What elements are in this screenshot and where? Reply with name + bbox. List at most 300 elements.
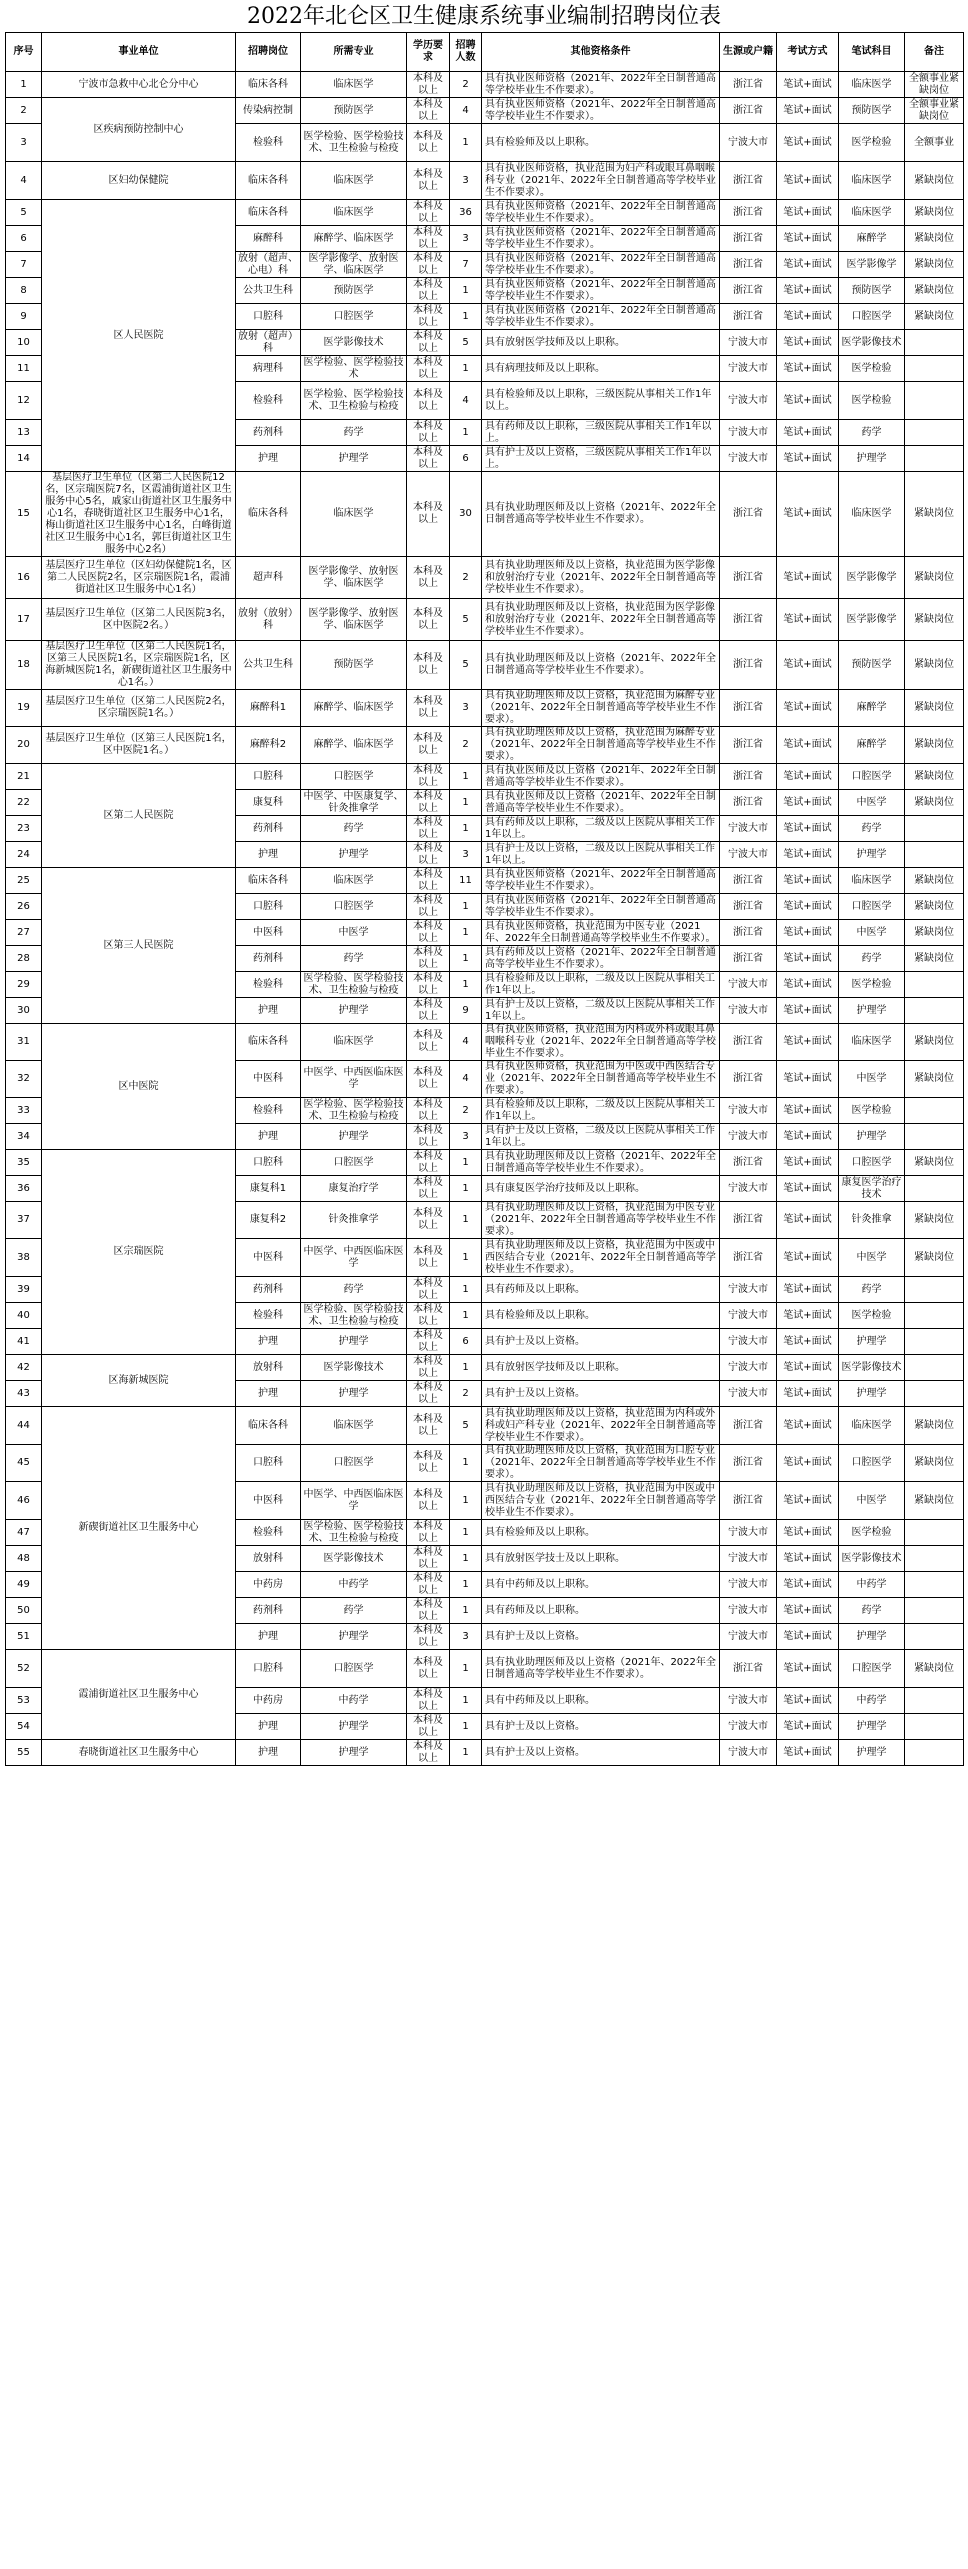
cell-education: 本科及以上 (407, 868, 450, 894)
cell-qualification: 具有护士及以上资格。 (482, 1381, 720, 1407)
cell-education: 本科及以上 (407, 894, 450, 920)
cell-no: 20 (6, 727, 42, 764)
cell-post: 口腔科 (236, 1150, 301, 1176)
cell-no: 17 (6, 599, 42, 641)
cell-qualification: 具有检验师及以上职称，二级及以上医院从事相关工作1年以上。 (482, 972, 720, 998)
cell-education: 本科及以上 (407, 1740, 450, 1766)
header-cell-note: 备注 (905, 33, 964, 72)
cell-exam-method: 笔试+面试 (777, 998, 839, 1024)
cell-no: 7 (6, 252, 42, 278)
cell-note: 紧缺岗位 (905, 226, 964, 252)
cell-major: 中药学 (301, 1688, 407, 1714)
cell-post: 检验科 (236, 1098, 301, 1124)
cell-major: 临床医学 (301, 1407, 407, 1445)
cell-count: 2 (450, 1098, 482, 1124)
cell-education: 本科及以上 (407, 1355, 450, 1381)
cell-note: 紧缺岗位 (905, 1202, 964, 1239)
cell-exam-subject: 医学检验 (839, 1098, 905, 1124)
cell-qualification: 具有执业医师资格（2021年、2022年全日制普通高等学校毕业生不作要求）。 (482, 278, 720, 304)
cell-note (905, 842, 964, 868)
cell-post: 护理 (236, 1329, 301, 1355)
cell-count: 2 (450, 72, 482, 98)
cell-qualification: 具有护士及以上资格，三级医院从事相关工作1年以上。 (482, 446, 720, 472)
cell-major: 临床医学 (301, 868, 407, 894)
cell-exam-subject: 医学检验 (839, 382, 905, 420)
cell-major: 口腔医学 (301, 304, 407, 330)
cell-count: 1 (450, 278, 482, 304)
cell-note: 紧缺岗位 (905, 790, 964, 816)
header-cell-unit: 事业单位 (42, 33, 236, 72)
cell-education: 本科及以上 (407, 727, 450, 764)
cell-origin: 宁波大市 (720, 1740, 777, 1766)
cell-education: 本科及以上 (407, 356, 450, 382)
cell-count: 1 (450, 1572, 482, 1598)
cell-no: 48 (6, 1546, 42, 1572)
cell-qualification: 具有执业助理医师及以上资格（2021年、2022年全日制普通高等学校毕业生不作要求）。 (482, 641, 720, 690)
table-row (6, 1407, 964, 1445)
cell-exam-method: 笔试+面试 (777, 1124, 839, 1150)
cell-exam-method: 笔试+面试 (777, 1329, 839, 1355)
cell-note: 紧缺岗位 (905, 200, 964, 226)
cell-exam-subject: 口腔医学 (839, 1445, 905, 1482)
cell-origin: 浙江省 (720, 599, 777, 641)
cell-no: 22 (6, 790, 42, 816)
cell-qualification: 具有检验师及以上职称。 (482, 124, 720, 162)
table-row (6, 200, 964, 226)
header-cell-no: 序号 (6, 33, 42, 72)
cell-education: 本科及以上 (407, 446, 450, 472)
cell-no: 12 (6, 382, 42, 420)
table-row (6, 1740, 964, 1766)
cell-major: 医学检验、医学检验技术、卫生检验与检疫 (301, 972, 407, 998)
cell-note: 紧缺岗位 (905, 727, 964, 764)
cell-origin: 宁波大市 (720, 1546, 777, 1572)
cell-education: 本科及以上 (407, 1598, 450, 1624)
cell-exam-method: 笔试+面试 (777, 1239, 839, 1277)
cell-education: 本科及以上 (407, 998, 450, 1024)
cell-exam-subject: 临床医学 (839, 1024, 905, 1061)
cell-post: 中医科 (236, 1061, 301, 1098)
cell-exam-method: 笔试+面试 (777, 1024, 839, 1061)
cell-post: 放射（超声）科 (236, 330, 301, 356)
cell-origin: 浙江省 (720, 72, 777, 98)
cell-major: 护理学 (301, 998, 407, 1024)
cell-origin: 宁波大市 (720, 1572, 777, 1598)
cell-exam-subject: 麻醉学 (839, 226, 905, 252)
cell-exam-method: 笔试+面试 (777, 1176, 839, 1202)
cell-exam-method: 笔试+面试 (777, 1572, 839, 1598)
cell-note: 紧缺岗位 (905, 894, 964, 920)
header-cell-education: 学历要求 (407, 33, 450, 72)
cell-major: 药学 (301, 1277, 407, 1303)
cell-qualification: 具有检验师及以上职称。 (482, 1520, 720, 1546)
cell-post: 临床各科 (236, 1407, 301, 1445)
cell-note: 紧缺岗位 (905, 1482, 964, 1520)
cell-major: 针灸推拿学 (301, 1202, 407, 1239)
cell-exam-subject: 医学检验 (839, 1303, 905, 1329)
cell-exam-method: 笔试+面试 (777, 868, 839, 894)
cell-education: 本科及以上 (407, 1061, 450, 1098)
cell-education: 本科及以上 (407, 1688, 450, 1714)
cell-qualification: 具有放射医学技师及以上职称。 (482, 330, 720, 356)
cell-post: 检验科 (236, 1520, 301, 1546)
cell-exam-subject: 口腔医学 (839, 894, 905, 920)
cell-no: 23 (6, 816, 42, 842)
cell-major: 口腔医学 (301, 894, 407, 920)
cell-major: 中医学、中医康复学、针灸推拿学 (301, 790, 407, 816)
cell-note: 紧缺岗位 (905, 304, 964, 330)
cell-education: 本科及以上 (407, 641, 450, 690)
cell-exam-subject: 护理学 (839, 1714, 905, 1740)
cell-no: 47 (6, 1520, 42, 1546)
table-row (6, 727, 964, 764)
cell-count: 36 (450, 200, 482, 226)
cell-post: 药剂科 (236, 816, 301, 842)
cell-post: 临床各科 (236, 72, 301, 98)
cell-origin: 宁波大市 (720, 420, 777, 446)
cell-unit: 春晓街道社区卫生服务中心 (42, 1740, 236, 1766)
cell-post: 护理 (236, 1124, 301, 1150)
cell-no: 10 (6, 330, 42, 356)
cell-unit: 基层医疗卫生单位（区第二人民医院2名，区宗瑞医院1名。） (42, 690, 236, 727)
cell-count: 6 (450, 446, 482, 472)
cell-exam-subject: 医学检验 (839, 1520, 905, 1546)
cell-education: 本科及以上 (407, 1407, 450, 1445)
cell-exam-subject: 药学 (839, 420, 905, 446)
cell-count: 1 (450, 1688, 482, 1714)
cell-exam-subject: 护理学 (839, 1624, 905, 1650)
cell-count: 4 (450, 1024, 482, 1061)
cell-note: 紧缺岗位 (905, 472, 964, 557)
cell-major: 医学检验、医学检验技术、卫生检验与检疫 (301, 1098, 407, 1124)
cell-qualification: 具有执业医师及以上资格（2021年、2022年全日制普通高等学校毕业生不作要求）。 (482, 764, 720, 790)
cell-origin: 宁波大市 (720, 124, 777, 162)
cell-major: 医学检验、医学检验技术、卫生检验与检疫 (301, 382, 407, 420)
cell-exam-subject: 护理学 (839, 998, 905, 1024)
cell-education: 本科及以上 (407, 304, 450, 330)
cell-exam-method: 笔试+面试 (777, 356, 839, 382)
cell-no: 2 (6, 98, 42, 124)
cell-no: 38 (6, 1239, 42, 1277)
cell-qualification: 具有病理技师及以上职称。 (482, 356, 720, 382)
cell-origin: 浙江省 (720, 1650, 777, 1688)
cell-major: 护理学 (301, 1329, 407, 1355)
cell-note (905, 1572, 964, 1598)
cell-count: 3 (450, 226, 482, 252)
cell-education: 本科及以上 (407, 1572, 450, 1598)
cell-exam-subject: 临床医学 (839, 72, 905, 98)
cell-education: 本科及以上 (407, 162, 450, 200)
cell-major: 康复治疗学 (301, 1176, 407, 1202)
cell-note (905, 1740, 964, 1766)
cell-count: 1 (450, 1303, 482, 1329)
cell-exam-method: 笔试+面试 (777, 446, 839, 472)
cell-post: 口腔科 (236, 894, 301, 920)
cell-major: 麻醉学、临床医学 (301, 727, 407, 764)
cell-no: 31 (6, 1024, 42, 1061)
cell-post: 公共卫生科 (236, 278, 301, 304)
cell-count: 3 (450, 162, 482, 200)
cell-origin: 浙江省 (720, 1482, 777, 1520)
cell-note (905, 998, 964, 1024)
cell-note (905, 1124, 964, 1150)
cell-no: 28 (6, 946, 42, 972)
cell-post: 临床各科 (236, 1024, 301, 1061)
cell-exam-subject: 中医学 (839, 1482, 905, 1520)
cell-major: 医学影像技术 (301, 1546, 407, 1572)
cell-major: 医学检验、医学检验技术、卫生检验与检疫 (301, 1303, 407, 1329)
cell-exam-subject: 麻醉学 (839, 727, 905, 764)
cell-post: 药剂科 (236, 420, 301, 446)
cell-origin: 浙江省 (720, 1150, 777, 1176)
cell-post: 临床各科 (236, 472, 301, 557)
cell-no: 9 (6, 304, 42, 330)
cell-education: 本科及以上 (407, 1482, 450, 1520)
cell-count: 4 (450, 382, 482, 420)
cell-qualification: 具有中药师及以上职称。 (482, 1572, 720, 1598)
cell-unit: 霞浦街道社区卫生服务中心 (42, 1650, 236, 1740)
cell-post: 护理 (236, 842, 301, 868)
cell-count: 1 (450, 1740, 482, 1766)
cell-qualification: 具有护士及以上资格。 (482, 1714, 720, 1740)
cell-note: 紧缺岗位 (905, 1061, 964, 1098)
cell-qualification: 具有执业医师资格（2021年、2022年全日制普通高等学校毕业生不作要求）。 (482, 868, 720, 894)
cell-exam-method: 笔试+面试 (777, 1277, 839, 1303)
cell-post: 临床各科 (236, 868, 301, 894)
cell-count: 4 (450, 1061, 482, 1098)
cell-exam-subject: 医学影像技术 (839, 1355, 905, 1381)
cell-education: 本科及以上 (407, 1202, 450, 1239)
cell-origin: 浙江省 (720, 690, 777, 727)
cell-exam-method: 笔试+面试 (777, 226, 839, 252)
cell-exam-subject: 医学检验 (839, 356, 905, 382)
cell-count: 1 (450, 1202, 482, 1239)
cell-count: 1 (450, 1482, 482, 1520)
cell-note (905, 1520, 964, 1546)
cell-qualification: 具有执业医师资格，执业范围为妇产科或眼耳鼻咽喉科专业（2021年、2022年全日制普通高等学校毕业生不作要求）。 (482, 162, 720, 200)
cell-post: 口腔科 (236, 764, 301, 790)
cell-education: 本科及以上 (407, 124, 450, 162)
cell-origin: 浙江省 (720, 894, 777, 920)
table-row (6, 162, 964, 200)
table-row (6, 641, 964, 690)
cell-qualification: 具有执业医师及以上资格（2021年、2022年全日制普通高等学校毕业生不作要求）。 (482, 790, 720, 816)
cell-note: 全额事业紧缺岗位 (905, 98, 964, 124)
cell-post: 放射科 (236, 1546, 301, 1572)
cell-post: 护理 (236, 1740, 301, 1766)
cell-origin: 宁波大市 (720, 816, 777, 842)
cell-qualification: 具有放射医学技士及以上职称。 (482, 1546, 720, 1572)
cell-major: 临床医学 (301, 472, 407, 557)
table-row (6, 1150, 964, 1176)
table-row (6, 472, 964, 557)
cell-count: 3 (450, 842, 482, 868)
cell-post: 康复科 (236, 790, 301, 816)
cell-post: 药剂科 (236, 1598, 301, 1624)
cell-no: 8 (6, 278, 42, 304)
cell-exam-method: 笔试+面试 (777, 1650, 839, 1688)
cell-qualification: 具有执业助理医师及以上资格，执业范围为中医专业（2021年、2022年全日制普通高等学校毕业生不作要求）。 (482, 1202, 720, 1239)
cell-education: 本科及以上 (407, 1520, 450, 1546)
cell-note (905, 1688, 964, 1714)
cell-exam-method: 笔试+面试 (777, 1445, 839, 1482)
cell-exam-subject: 中药学 (839, 1572, 905, 1598)
cell-origin: 浙江省 (720, 557, 777, 599)
cell-count: 1 (450, 972, 482, 998)
cell-no: 11 (6, 356, 42, 382)
cell-post: 麻醉科1 (236, 690, 301, 727)
cell-exam-subject: 预防医学 (839, 278, 905, 304)
cell-count: 5 (450, 330, 482, 356)
cell-exam-method: 笔试+面试 (777, 1740, 839, 1766)
cell-exam-subject: 护理学 (839, 842, 905, 868)
cell-exam-subject: 药学 (839, 1277, 905, 1303)
cell-major: 医学检验、医学检验技术、卫生检验与检疫 (301, 124, 407, 162)
cell-qualification: 具有执业助理医师及以上资格，执业范围为中医或中西医结合专业（2021年、2022年全日制普通高等学校毕业生不作要求）。 (482, 1239, 720, 1277)
cell-note (905, 382, 964, 420)
cell-qualification: 具有护士及以上资格。 (482, 1740, 720, 1766)
cell-qualification: 具有护士及以上资格。 (482, 1624, 720, 1650)
cell-origin: 浙江省 (720, 1239, 777, 1277)
cell-origin: 浙江省 (720, 790, 777, 816)
cell-note: 紧缺岗位 (905, 1407, 964, 1445)
cell-exam-method: 笔试+面试 (777, 1355, 839, 1381)
cell-origin: 浙江省 (720, 226, 777, 252)
cell-post: 护理 (236, 1624, 301, 1650)
cell-education: 本科及以上 (407, 1124, 450, 1150)
cell-origin: 浙江省 (720, 200, 777, 226)
cell-education: 本科及以上 (407, 382, 450, 420)
cell-post: 康复科2 (236, 1202, 301, 1239)
cell-origin: 宁波大市 (720, 1520, 777, 1546)
cell-post: 药剂科 (236, 946, 301, 972)
cell-count: 1 (450, 420, 482, 446)
cell-no: 36 (6, 1176, 42, 1202)
cell-qualification: 具有执业助理医师及以上资格（2021年、2022年全日制普通高等学校毕业生不作要求）。 (482, 1150, 720, 1176)
cell-origin: 宁波大市 (720, 382, 777, 420)
cell-exam-subject: 临床医学 (839, 200, 905, 226)
cell-count: 4 (450, 98, 482, 124)
cell-no: 13 (6, 420, 42, 446)
cell-exam-subject: 口腔医学 (839, 764, 905, 790)
cell-education: 本科及以上 (407, 1239, 450, 1277)
cell-note: 紧缺岗位 (905, 920, 964, 946)
cell-exam-subject: 医学影像技术 (839, 330, 905, 356)
cell-note (905, 1303, 964, 1329)
cell-no: 21 (6, 764, 42, 790)
cell-education: 本科及以上 (407, 1445, 450, 1482)
header-cell-exam-method: 考试方式 (777, 33, 839, 72)
cell-major: 护理学 (301, 1714, 407, 1740)
cell-qualification: 具有药师及以上职称，二级及以上医院从事相关工作1年以上。 (482, 816, 720, 842)
cell-education: 本科及以上 (407, 764, 450, 790)
cell-education: 本科及以上 (407, 920, 450, 946)
cell-exam-method: 笔试+面试 (777, 790, 839, 816)
cell-no: 35 (6, 1150, 42, 1176)
cell-no: 30 (6, 998, 42, 1024)
cell-note: 全额事业紧缺岗位 (905, 72, 964, 98)
cell-exam-method: 笔试+面试 (777, 98, 839, 124)
cell-exam-method: 笔试+面试 (777, 1303, 839, 1329)
recruitment-table (5, 32, 964, 1766)
cell-no: 29 (6, 972, 42, 998)
cell-exam-method: 笔试+面试 (777, 252, 839, 278)
cell-major: 医学影像学、放射医学、临床医学 (301, 557, 407, 599)
cell-no: 50 (6, 1598, 42, 1624)
cell-major: 医学影像学、放射医学、临床医学 (301, 599, 407, 641)
cell-qualification: 具有执业助理医师及以上资格，执业范围为医学影像和放射治疗专业（2021年、2022年全日制普通高等学校毕业生不作要求）。 (482, 599, 720, 641)
cell-exam-subject: 中医学 (839, 1061, 905, 1098)
table-body (6, 72, 964, 1766)
cell-exam-subject: 临床医学 (839, 868, 905, 894)
cell-note: 紧缺岗位 (905, 599, 964, 641)
cell-education: 本科及以上 (407, 690, 450, 727)
cell-note (905, 1381, 964, 1407)
cell-exam-subject: 康复医学治疗技术 (839, 1176, 905, 1202)
cell-exam-method: 笔试+面试 (777, 764, 839, 790)
cell-origin: 宁波大市 (720, 1688, 777, 1714)
cell-count: 2 (450, 557, 482, 599)
cell-origin: 浙江省 (720, 946, 777, 972)
cell-major: 中医学、中西医临床医学 (301, 1239, 407, 1277)
cell-major: 口腔医学 (301, 1445, 407, 1482)
table-row (6, 98, 964, 124)
cell-major: 预防医学 (301, 98, 407, 124)
cell-education: 本科及以上 (407, 599, 450, 641)
cell-post: 检验科 (236, 382, 301, 420)
cell-major: 临床医学 (301, 200, 407, 226)
cell-origin: 浙江省 (720, 472, 777, 557)
cell-major: 中医学、中西医临床医学 (301, 1482, 407, 1520)
cell-origin: 浙江省 (720, 764, 777, 790)
cell-major: 医学检验、医学检验技术 (301, 356, 407, 382)
cell-count: 3 (450, 690, 482, 727)
cell-note (905, 972, 964, 998)
cell-major: 护理学 (301, 1381, 407, 1407)
cell-major: 药学 (301, 946, 407, 972)
cell-post: 中医科 (236, 920, 301, 946)
cell-count: 5 (450, 599, 482, 641)
cell-origin: 浙江省 (720, 641, 777, 690)
cell-post: 检验科 (236, 1303, 301, 1329)
cell-exam-method: 笔试+面试 (777, 816, 839, 842)
cell-major: 口腔医学 (301, 1150, 407, 1176)
cell-no: 44 (6, 1407, 42, 1445)
cell-exam-subject: 麻醉学 (839, 690, 905, 727)
cell-count: 1 (450, 790, 482, 816)
table-row (6, 1024, 964, 1061)
cell-no: 16 (6, 557, 42, 599)
cell-qualification: 具有执业医师资格（2021年、2022年全日制普通高等学校毕业生不作要求）。 (482, 226, 720, 252)
cell-post: 放射（超声、心电）科 (236, 252, 301, 278)
cell-unit: 区第二人民医院 (42, 764, 236, 868)
cell-note: 紧缺岗位 (905, 1239, 964, 1277)
cell-exam-method: 笔试+面试 (777, 304, 839, 330)
cell-post: 护理 (236, 1714, 301, 1740)
cell-count: 2 (450, 1381, 482, 1407)
cell-education: 本科及以上 (407, 1624, 450, 1650)
cell-count: 1 (450, 946, 482, 972)
cell-qualification: 具有执业医师资格（2021年、2022年全日制普通高等学校毕业生不作要求）。 (482, 252, 720, 278)
cell-note (905, 1714, 964, 1740)
cell-qualification: 具有药师及以上职称。 (482, 1598, 720, 1624)
cell-no: 19 (6, 690, 42, 727)
cell-exam-method: 笔试+面试 (777, 1688, 839, 1714)
cell-exam-subject: 临床医学 (839, 472, 905, 557)
cell-unit: 区海新城医院 (42, 1355, 236, 1407)
cell-qualification: 具有康复医学治疗技师及以上职称。 (482, 1176, 720, 1202)
cell-origin: 宁波大市 (720, 1303, 777, 1329)
